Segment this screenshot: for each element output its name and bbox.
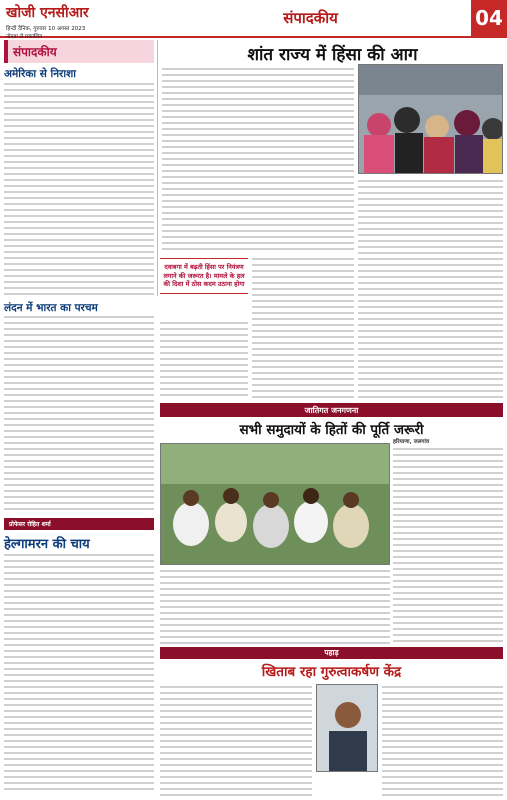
byline: हरियाणा, जलगांव [393,439,430,445]
main-body-text [160,320,248,400]
census-body-text [393,446,503,642]
census-headline[interactable]: सभी समुदायों के हितों की पूर्ति जरूरी [239,422,424,438]
author-photo-graphic [317,685,378,772]
protest-photo [358,64,503,174]
editorial-label: संपादकीय [4,40,154,63]
pahad-headline[interactable]: खिताब रहा गुरुत्वाकर्षण केंद्र [261,664,402,680]
main-body-text [358,178,503,400]
author-bar: प्रोफेसर रोहित शर्मा [4,518,154,530]
page-number: 04 [471,0,507,36]
author-photo [316,684,378,772]
masthead [0,0,507,38]
masthead-left [0,0,150,40]
article-body-text [4,314,154,514]
meeting-photo [160,443,390,565]
section-band-caste-census: जातिगत जनगणना [160,403,503,417]
article-headline-america[interactable]: अमेरिका से निराशा [4,68,76,80]
article-body-text [4,552,154,792]
pull-quote: दवाबगा में बढ़ती हिंसा पर नियंत्रण लगाने की जरूरत है। मामले के हल की दिशा में ठोस कदम उठाना होगा [160,258,248,294]
main-headline[interactable]: शांत राज्य में हिंसा की आग [247,45,418,65]
section-heading: संपादकीय [283,9,338,27]
meeting-photo-graphic [161,444,390,565]
article-headline-london[interactable]: लंदन में भारत का परचम [4,301,98,314]
pahad-body-text [382,684,503,796]
article-body-text [4,81,154,297]
main-body-text [162,66,354,254]
newspaper-logo[interactable]: खोजी एनसीआर [6,5,89,21]
section-heading-wrap [150,0,471,36]
protest-photo-graphic [359,65,503,174]
column-divider [157,40,158,296]
edition-info: नोएडा से प्रकाशित [6,34,43,40]
census-body-text [160,568,390,644]
section-band-pahad: पहाड़ [160,647,503,659]
issue-date: हिन्दी दैनिक, गुरुवार 10 अगस्त 2023 [6,26,86,32]
pahad-body-text [160,684,312,796]
article-headline-tea[interactable]: हेल्गामरन की चाय [4,537,90,553]
left-column [4,40,154,796]
main-body-text [252,256,354,400]
